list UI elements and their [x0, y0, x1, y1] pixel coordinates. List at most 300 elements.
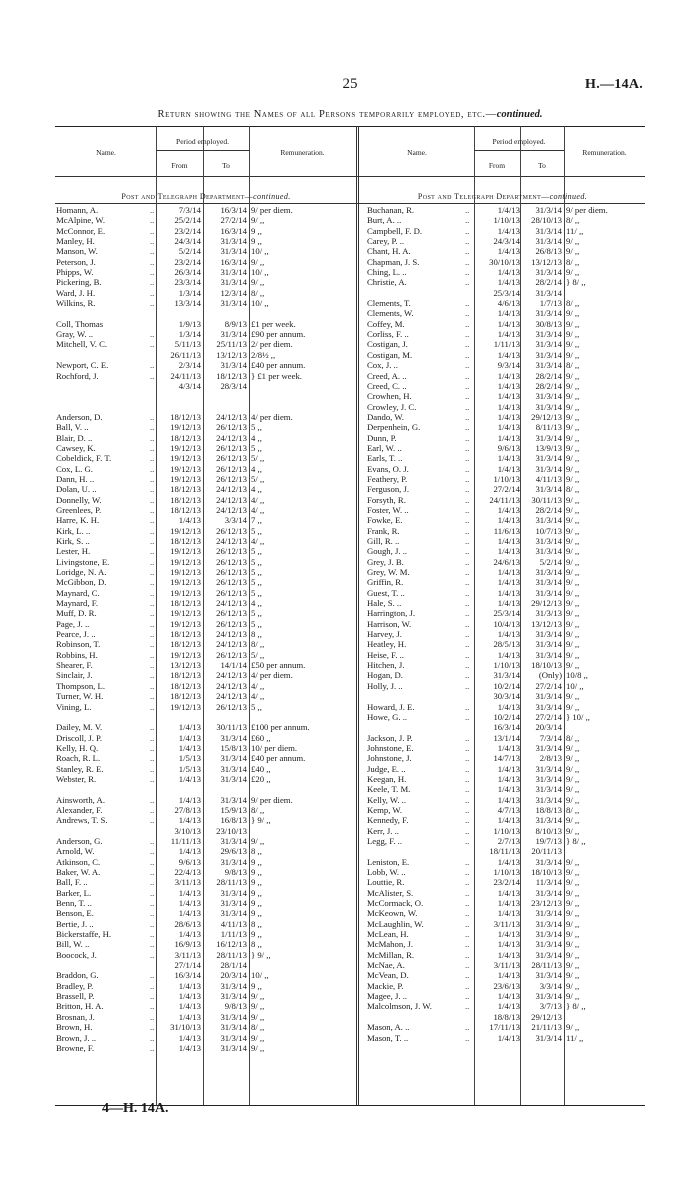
leader-dots: .. — [150, 442, 155, 453]
left-section-main: Post and Telegraph Department— — [121, 192, 254, 201]
to-date: 16/3/14 — [220, 256, 247, 267]
from-date: 1/4/13 — [497, 794, 520, 805]
employee-name: Coll, Thomas — [56, 318, 104, 329]
remuneration: 8/ ,, — [566, 298, 580, 309]
from-date: 7/3/14 — [178, 205, 201, 215]
leader-dots: .. — [150, 339, 155, 350]
leader-dots: .. — [150, 887, 155, 898]
table-row — [0, 857, 700, 867]
table-row — [0, 215, 700, 225]
table-row — [0, 608, 700, 618]
leader-dots: .. — [465, 360, 470, 371]
from-date: 4/6/13 — [497, 298, 520, 309]
from-date: 10/4/13 — [493, 618, 520, 629]
to-date: 3/7/13 — [539, 1001, 562, 1012]
remuneration: 9/ ,, — [566, 970, 580, 981]
leader-dots: .. — [465, 308, 470, 319]
table-row — [0, 660, 700, 670]
table-row — [0, 826, 700, 836]
leader-dots: .. — [465, 453, 470, 464]
to-date: 31/3/14 — [535, 691, 562, 702]
to-date: 31/3/14 — [535, 287, 562, 298]
employee-name: Keele, T. M. — [367, 784, 411, 795]
remuneration: } £1 per week. — [251, 370, 302, 381]
employee-name: Andrews, T. S. — [56, 815, 108, 826]
remuneration: 9/ ,, — [566, 1022, 580, 1033]
header-period-rule-right — [474, 150, 564, 151]
leader-dots: .. — [150, 877, 155, 888]
table-row — [0, 567, 700, 577]
leader-dots: .. — [465, 835, 470, 846]
from-date: 1/11/13 — [493, 339, 520, 350]
employee-name: Earl, W. .. — [367, 442, 402, 453]
employee-name: Carey, P. .. — [367, 236, 405, 247]
table-row — [0, 805, 700, 815]
table-row — [0, 939, 700, 949]
employee-name: Britton, H. A. — [56, 1001, 104, 1012]
from-date: 18/8/13 — [493, 1011, 520, 1022]
remuneration: 9/ ,, — [566, 629, 580, 640]
leader-dots: .. — [150, 732, 155, 743]
to-date: 28/11/13 — [216, 877, 247, 888]
leader-dots: .. — [150, 929, 155, 940]
to-date: 31/3/14 — [535, 339, 562, 350]
remuneration: 9 ,, — [251, 908, 262, 919]
from-date: 1/4/13 — [497, 701, 520, 712]
remuneration: 8/ ,, — [566, 215, 580, 226]
to-date: 28/11/13 — [531, 960, 562, 971]
remuneration: 8/ ,, — [566, 732, 580, 743]
table-row — [0, 236, 700, 246]
to-date: 31/3/14 — [535, 391, 562, 402]
from-date: 1/4/13 — [497, 329, 520, 340]
left-header-name: Name. — [96, 148, 116, 157]
leader-dots: .. — [150, 898, 155, 909]
from-date: 1/3/14 — [178, 287, 201, 298]
leader-dots: .. — [465, 339, 470, 350]
remuneration: 9/ ,, — [251, 1032, 265, 1043]
employee-name: Judge, E. .. — [367, 763, 406, 774]
to-date: 24/12/13 — [216, 494, 247, 505]
employee-name: Chant, H. A. — [367, 246, 411, 257]
employee-name: Kirk, S. .. — [56, 536, 90, 546]
leader-dots: .. — [465, 898, 470, 909]
remuneration: 9/ ,, — [566, 815, 580, 826]
table-row — [0, 846, 700, 856]
from-date: 1/4/13 — [178, 722, 201, 733]
to-date: 31/3/14 — [220, 908, 247, 919]
leader-dots: .. — [150, 980, 155, 991]
leader-dots: .. — [465, 329, 470, 340]
employee-name: Mason, A. .. — [367, 1022, 410, 1033]
leader-dots: .. — [465, 711, 470, 722]
remuneration: 9/ per diem. — [251, 794, 293, 805]
employee-name: Arnold, W. — [56, 846, 95, 857]
table-row — [0, 919, 700, 929]
employee-name: Browne, F. — [56, 1042, 95, 1053]
left-section-continued: continued. — [253, 192, 291, 201]
right-section-continued: continued. — [549, 192, 588, 201]
from-date: 18/12/13 — [170, 432, 201, 443]
leader-dots: .. — [150, 411, 155, 422]
table-row — [0, 453, 700, 463]
to-date: 31/3/14 — [535, 784, 562, 795]
to-date: 31/3/14 — [220, 329, 247, 340]
leader-dots: .. — [150, 908, 155, 919]
to-date: 26/12/13 — [216, 463, 247, 474]
table-row — [0, 722, 700, 732]
from-date: 1/4/13 — [497, 515, 520, 526]
to-date: 31/3/14 — [220, 856, 247, 867]
from-date: 1/4/13 — [497, 432, 520, 443]
from-date: 19/12/13 — [170, 453, 201, 464]
table-row — [0, 629, 700, 639]
remuneration: 9/ ,, — [566, 411, 580, 422]
leader-dots: .. — [150, 432, 155, 443]
table-row — [0, 495, 700, 505]
from-date: 27/2/14 — [493, 484, 520, 495]
employee-name: Kemp, W. — [367, 804, 402, 815]
to-date: 31/3/13 — [535, 608, 562, 619]
leader-dots: .. — [465, 732, 470, 743]
leader-dots: .. — [150, 639, 155, 650]
header-bottom-rule — [55, 176, 645, 177]
to-date: 28/11/13 — [216, 949, 247, 960]
remuneration: 9/ ,, — [566, 391, 580, 402]
to-date: 1/11/13 — [220, 929, 247, 940]
employee-name: Brown, J. .. — [56, 1032, 97, 1043]
left-header-remuneration: Remuneration. — [280, 148, 325, 157]
from-date: 16/3/14 — [493, 722, 520, 733]
remuneration: 9/ ,, — [566, 453, 580, 464]
right-header-remuneration: Remuneration. — [582, 148, 627, 157]
leader-dots: .. — [150, 773, 155, 784]
remuneration: 4/ per diem. — [251, 670, 293, 681]
from-date: 3/11/13 — [174, 877, 201, 888]
leader-dots: .. — [465, 701, 470, 712]
from-date: 1/4/13 — [497, 577, 520, 588]
employee-name: Campbell, F. D. — [367, 225, 423, 236]
to-date: 31/3/14 — [535, 773, 562, 784]
leader-dots: .. — [465, 939, 470, 950]
from-date: 1/4/13 — [178, 1032, 201, 1043]
leader-dots: .. — [150, 629, 155, 640]
to-date: 31/3/14 — [535, 308, 562, 319]
from-date: 1/4/13 — [497, 504, 520, 515]
leader-dots: .. — [465, 380, 470, 391]
to-date: 18/10/13 — [531, 660, 562, 671]
to-date: 26/12/13 — [216, 422, 247, 433]
employee-name: McMahon, J. — [367, 939, 414, 950]
leader-dots: .. — [150, 660, 155, 671]
employee-name: Hale, S. .. — [367, 598, 402, 609]
to-date: 28/2/14 — [535, 277, 562, 288]
employee-name: Forsyth, R. — [367, 494, 406, 505]
leader-dots: .. — [465, 473, 470, 484]
remuneration: 4 ,, — [251, 484, 262, 495]
to-date: 16/12/13 — [216, 939, 247, 950]
employee-name: Newport, C. E. — [56, 360, 109, 371]
to-date: 31/3/14 — [535, 939, 562, 950]
employee-name: Derpenhein, G. — [367, 422, 421, 433]
employee-name: Maynard, F. — [56, 598, 99, 609]
from-date: 1/4/13 — [497, 536, 520, 546]
employee-name: Leniston, E. — [367, 856, 410, 867]
table-row — [0, 433, 700, 443]
leader-dots: .. — [465, 991, 470, 1002]
from-date: 4/3/14 — [178, 380, 201, 391]
from-date: 11/6/13 — [493, 525, 520, 536]
left-section-title — [56, 192, 356, 201]
employee-name: Crowhen, H. — [367, 391, 412, 402]
to-date: (Only) — [538, 670, 562, 681]
to-date: 31/3/14 — [535, 908, 562, 919]
to-date: 24/12/13 — [216, 536, 247, 546]
employee-name: Gray, W. .. — [56, 329, 94, 340]
to-date: 31/3/14 — [535, 794, 562, 805]
employee-name: Corliss, F. .. — [367, 329, 409, 340]
table-row — [0, 329, 700, 339]
from-date: 26/11/13 — [170, 349, 201, 360]
employee-name: Pickering, B. — [56, 277, 102, 288]
remuneration: 9/ ,, — [251, 215, 265, 226]
to-date: 28/3/14 — [220, 380, 247, 391]
table-row — [0, 898, 700, 908]
leader-dots: .. — [150, 422, 155, 433]
leader-dots: .. — [465, 649, 470, 660]
leader-dots: .. — [465, 815, 470, 826]
remuneration: 5 ,, — [251, 442, 262, 453]
remuneration: £90 per annum. — [251, 329, 306, 340]
leader-dots: .. — [465, 1022, 470, 1033]
leader-dots: .. — [150, 298, 155, 309]
remuneration: 9/ ,, — [566, 494, 580, 505]
remuneration: 5 ,, — [251, 618, 262, 629]
from-date: 31/3/14 — [493, 670, 520, 681]
to-date: 28/1/14 — [220, 960, 247, 971]
from-date: 19/12/13 — [170, 567, 201, 578]
from-date: 19/12/13 — [170, 649, 201, 660]
leader-dots: .. — [465, 556, 470, 567]
remuneration: 5/ ,, — [251, 473, 265, 484]
table-row — [0, 867, 700, 877]
table-row — [0, 515, 700, 525]
left-header-from: From — [171, 161, 188, 170]
leader-dots: .. — [150, 742, 155, 753]
table-row — [0, 298, 700, 308]
leader-dots: .. — [465, 411, 470, 422]
leader-dots: .. — [465, 929, 470, 940]
employee-name: Grey, J. B. — [367, 556, 404, 567]
leader-dots: .. — [150, 701, 155, 712]
to-date: 31/3/14 — [535, 432, 562, 443]
leader-dots: .. — [465, 598, 470, 609]
from-date: 19/12/13 — [170, 608, 201, 619]
remuneration: 2/ per diem. — [251, 339, 293, 350]
page-number: 25 — [342, 76, 358, 92]
to-date: 31/3/14 — [220, 298, 247, 309]
remuneration: 8 ,, — [251, 918, 262, 929]
leader-dots: .. — [150, 1042, 155, 1053]
remuneration: 9/ ,, — [566, 691, 580, 702]
table-row — [0, 970, 700, 980]
employee-name: Blair, D. .. — [56, 432, 93, 443]
employee-name: Keegan, H. — [367, 773, 407, 784]
table-row — [0, 205, 700, 215]
remuneration: 9/ ,, — [566, 639, 580, 650]
remuneration: 9/ ,, — [566, 763, 580, 774]
remuneration: 11/ ,, — [566, 1032, 584, 1043]
table-row — [0, 877, 700, 887]
employee-name: Gough, J. .. — [367, 546, 408, 557]
table-top-rule — [55, 126, 645, 127]
to-date: 31/3/14 — [535, 742, 562, 753]
remuneration: £50 per annum. — [251, 660, 306, 671]
employee-name: McKeown, W. — [367, 908, 418, 919]
from-date: 16/9/13 — [174, 939, 201, 950]
leader-dots: .. — [150, 691, 155, 702]
leader-dots: .. — [150, 753, 155, 764]
to-date: 28/2/14 — [535, 380, 562, 391]
to-date: 24/12/13 — [216, 639, 247, 650]
from-date: 1/4/13 — [497, 898, 520, 909]
remuneration: 9/ ,, — [566, 370, 580, 381]
from-date: 1/4/13 — [497, 949, 520, 960]
to-date: 26/12/13 — [216, 442, 247, 453]
remuneration: 9/ ,, — [566, 380, 580, 391]
employee-name: Fowke, E. — [367, 515, 403, 526]
employee-name: McNae, A. — [367, 960, 405, 971]
remuneration: 8/ ,, — [251, 1022, 265, 1033]
employee-name: Lobb, W. .. — [367, 867, 406, 877]
to-date: 31/3/14 — [535, 205, 562, 215]
remuneration: 4/ ,, — [251, 536, 265, 546]
from-date: 30/3/14 — [493, 691, 520, 702]
remuneration: } 10/ ,, — [566, 711, 590, 722]
leader-dots: .. — [465, 515, 470, 526]
from-date: 23/6/13 — [493, 980, 520, 991]
leader-dots: .. — [465, 432, 470, 443]
remuneration: 9/ ,, — [566, 567, 580, 578]
from-date: 1/4/13 — [497, 598, 520, 609]
remuneration: 9 ,, — [251, 867, 262, 877]
from-date: 23/2/14 — [493, 877, 520, 888]
leader-dots: .. — [465, 660, 470, 671]
remuneration: 4 ,, — [251, 463, 262, 474]
to-date: 10/7/13 — [535, 525, 562, 536]
from-date: 1/4/13 — [497, 629, 520, 640]
to-date: 26/12/13 — [216, 473, 247, 484]
employee-name: Loridge, N. A. — [56, 567, 107, 578]
table-row — [0, 670, 700, 680]
from-date: 1/10/13 — [493, 660, 520, 671]
remuneration: 9/ ,, — [251, 835, 265, 846]
table-row — [0, 764, 700, 774]
from-date: 24/3/14 — [174, 236, 201, 247]
to-date: 28/2/14 — [535, 370, 562, 381]
leader-dots: .. — [465, 277, 470, 288]
to-date: 29/12/13 — [531, 598, 562, 609]
employee-name: Hitchen, J. — [367, 660, 405, 671]
table-row — [0, 619, 700, 629]
employee-name: Robinson, T. — [56, 639, 101, 650]
leader-dots: .. — [150, 949, 155, 960]
to-date: 8/9/13 — [224, 318, 247, 329]
leader-dots: .. — [465, 225, 470, 236]
remuneration: £20 ,, — [251, 773, 271, 784]
from-date: 1/4/13 — [497, 277, 520, 288]
to-date: 31/3/14 — [535, 329, 562, 340]
remuneration: 9/ ,, — [566, 442, 580, 453]
employee-name: Barker, L. — [56, 887, 92, 898]
remuneration: 5 ,, — [251, 525, 262, 536]
leader-dots: .. — [465, 442, 470, 453]
employee-name: Bill, W. .. — [56, 939, 90, 950]
to-date: 31/3/14 — [535, 463, 562, 474]
leader-dots: .. — [150, 856, 155, 867]
remuneration: 9/ ,, — [566, 753, 580, 764]
employee-name: Dailey, M. V. — [56, 722, 103, 733]
remuneration: 4/ ,, — [251, 494, 265, 505]
from-date: 1/3/14 — [178, 329, 201, 340]
from-date: 1/4/13 — [497, 453, 520, 464]
remuneration: 9/ ,, — [566, 877, 580, 888]
from-date: 1/4/13 — [497, 908, 520, 919]
from-date: 19/12/13 — [170, 525, 201, 536]
to-date: 26/12/13 — [216, 567, 247, 578]
from-date: 1/10/13 — [493, 473, 520, 484]
from-date: 1/4/13 — [178, 1042, 201, 1053]
remuneration: 9/ ,, — [566, 349, 580, 360]
to-date: 31/3/14 — [535, 484, 562, 495]
from-date: 25/2/14 — [174, 215, 201, 226]
remuneration: 9/ ,, — [251, 1042, 265, 1053]
remuneration: 5 ,, — [251, 701, 262, 712]
leader-dots: .. — [465, 494, 470, 505]
from-date: 3/11/13 — [493, 918, 520, 929]
employee-name: Kerr, J. .. — [367, 825, 399, 836]
section-rule — [55, 203, 645, 204]
employee-name: Crowley, J. C. — [367, 401, 417, 412]
table-row — [0, 908, 700, 918]
title-main: Return showing the Names of all Persons temporarily employed, etc.— — [157, 109, 497, 120]
table-row — [0, 1012, 700, 1022]
to-date: 26/12/13 — [216, 618, 247, 629]
remuneration: 4 ,, — [251, 598, 262, 609]
from-date: 24/3/14 — [493, 236, 520, 247]
table-row — [0, 960, 700, 970]
leader-dots: .. — [150, 494, 155, 505]
to-date: 11/3/14 — [535, 877, 562, 888]
employee-name: McLean, H. — [367, 929, 409, 940]
remuneration: 4/ ,, — [251, 504, 265, 515]
to-date: 31/3/14 — [535, 546, 562, 557]
remuneration: 9/ ,, — [566, 308, 580, 319]
from-date: 1/10/13 — [493, 825, 520, 836]
table-row — [0, 371, 700, 381]
right-header-to: To — [538, 161, 546, 170]
leader-dots: .. — [465, 567, 470, 578]
to-date: 31/3/14 — [220, 773, 247, 784]
employee-name: Phipps, W. — [56, 267, 94, 278]
to-date: 4/11/13 — [535, 473, 562, 484]
right-header-from: From — [488, 161, 506, 170]
employee-name: Burt, A. .. — [367, 215, 402, 226]
from-date: 1/5/13 — [178, 753, 201, 764]
employee-name: Kennedy, F. — [367, 815, 409, 826]
from-date: 1/4/13 — [497, 318, 520, 329]
employee-name: McMillan, R. — [367, 949, 415, 960]
